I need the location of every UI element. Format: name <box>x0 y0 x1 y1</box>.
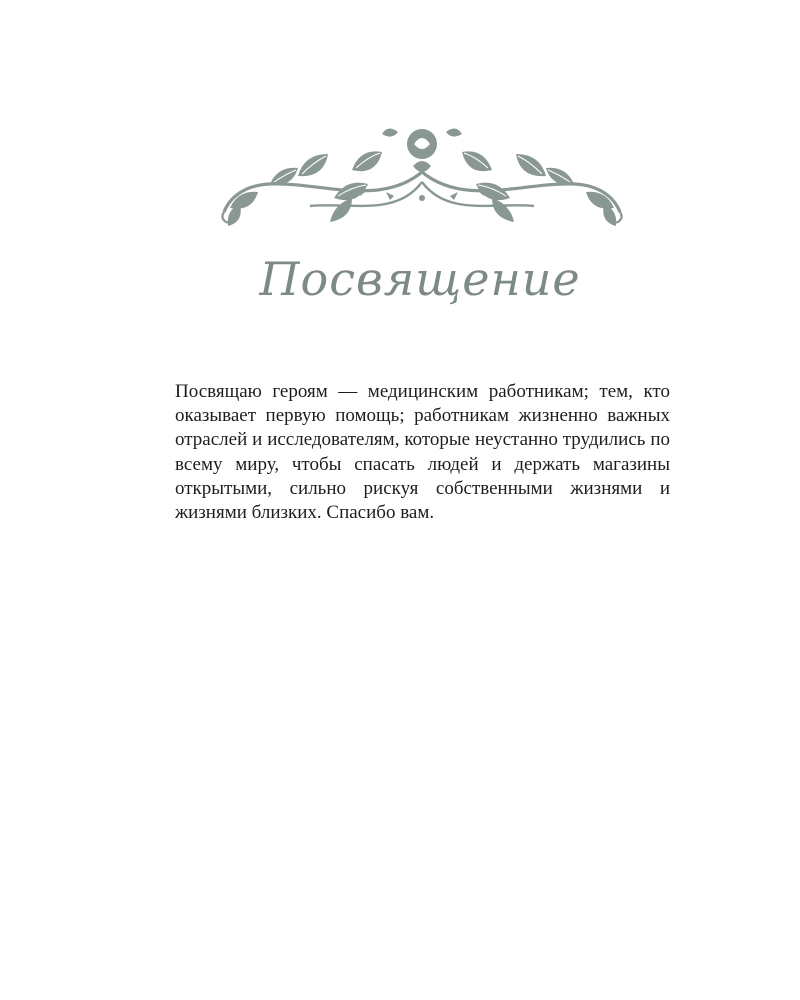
rose-vine-ornament-icon <box>200 122 640 230</box>
page-title: Посвящение <box>259 252 581 306</box>
dedication-text: Посвящаю героям — медицинским работникам; тем, кто оказывает первую помощь; работникам жизненно важных отраслей и исследователям, которые неустанно трудились по всему миру, чтобы спасать людей и держать магазины открытыми, сильно рискуя собственными жизнями и жизнями близких. Спасибо вам. <box>175 381 670 524</box>
